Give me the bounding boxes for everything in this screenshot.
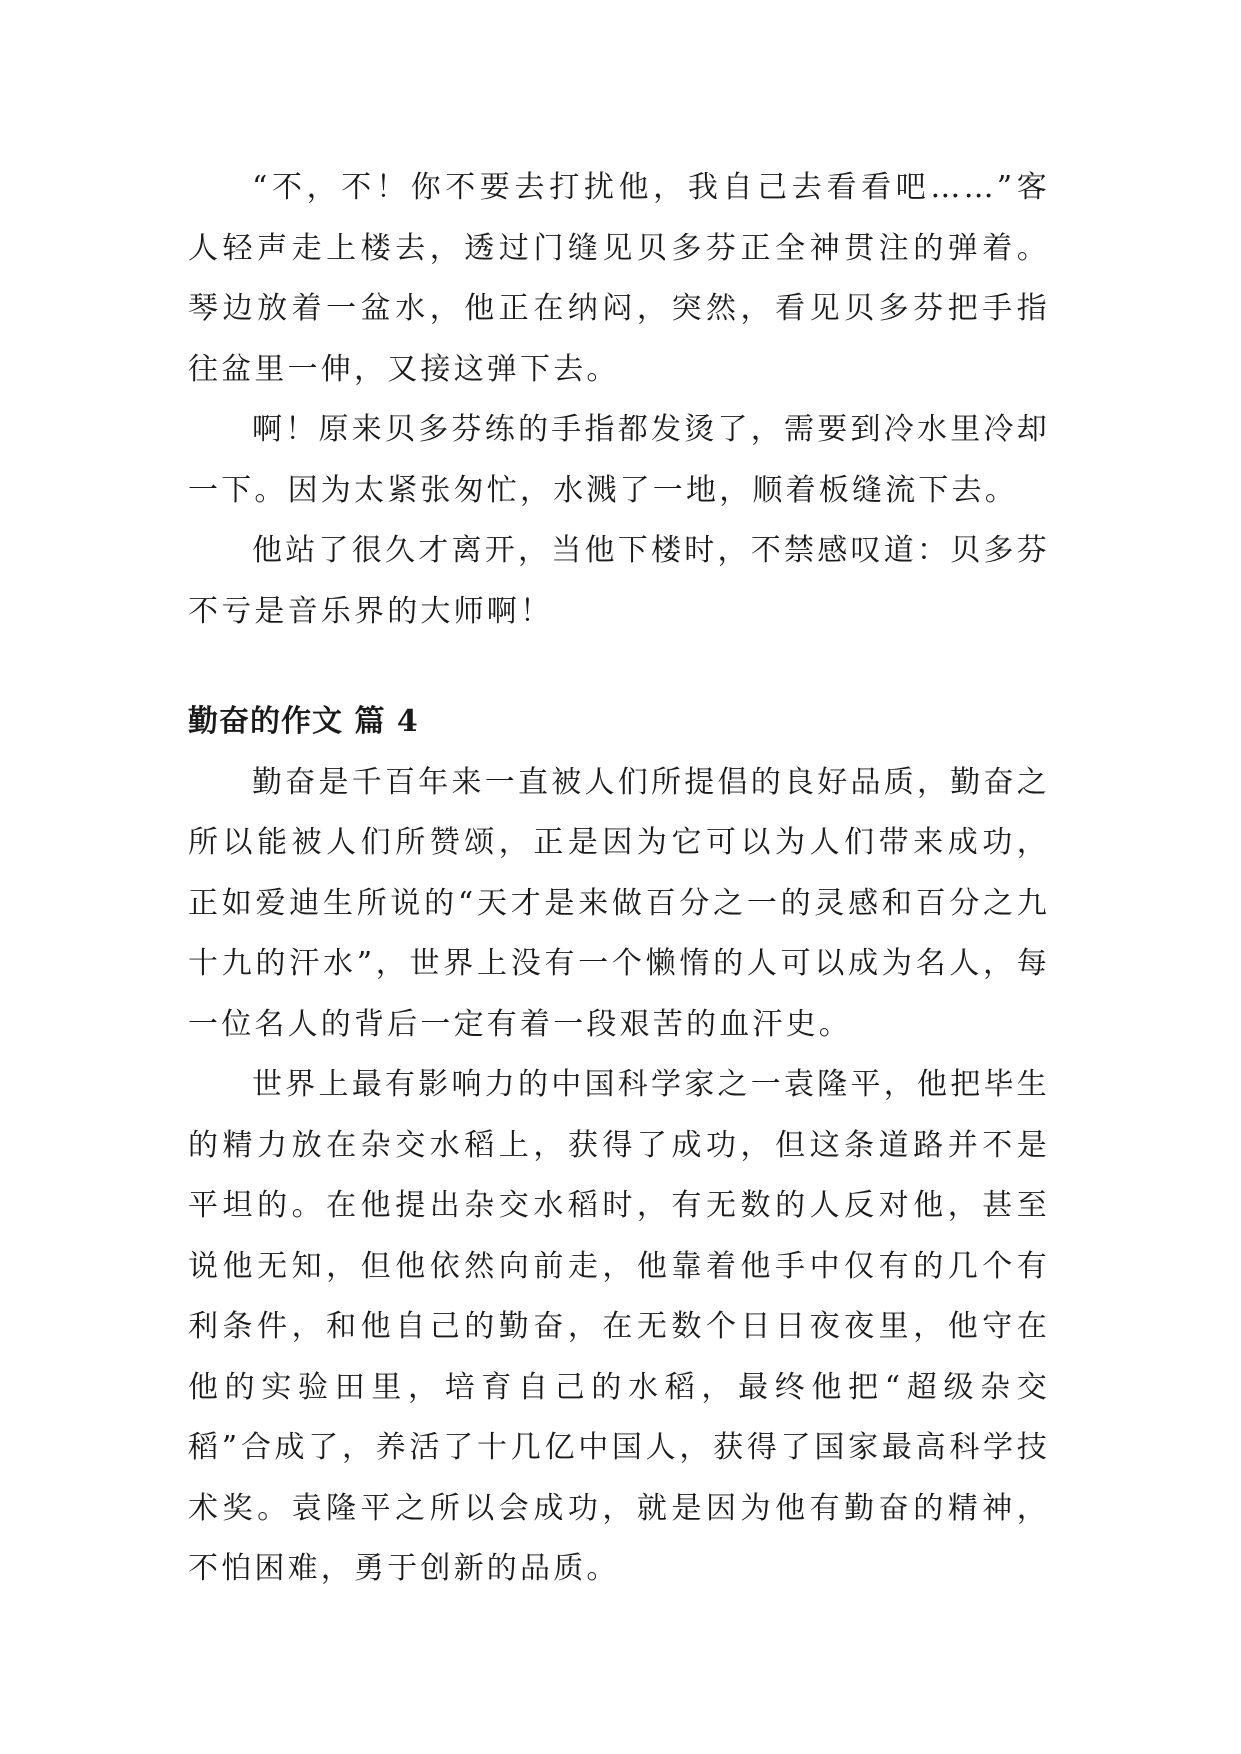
paragraph-yuan-longping: 世界上最有影响力的中国科学家之一袁隆平，他把毕生的精力放在杂交水稻上，获得了成功，但这条道路并不是平坦的。在他提出杂交水稻时，有无数的人反对他，甚至说他无知，但他依然向前走，他靠着他手中仅有的几个有利条件，和他自己的勤奋，在无数个日日夜夜里，他守在他的实验田里，培育自己的水稻，最终他把“超级杂交稻”合成了，养活了十几亿中国人，获得了国家最高科学技术奖。袁隆平之所以会成功，就是因为他有勤奋的精神，不怕困难，勇于创新的品质。: [188, 1067, 1050, 1586]
paragraph-cooling-fingers: 啊！原来贝多芬练的手指都发烫了，需要到冷水里冷却一下。因为太紧张匆忙，水溅了一地，顺着板缝流下去。: [188, 412, 1050, 508]
paragraph-visitor-sighs: 他站了很久才离开，当他下楼时，不禁感叹道：贝多芬不亏是音乐界的大师啊！: [188, 533, 1050, 629]
section-heading: 勤奋的作文 篇 4: [188, 704, 419, 739]
paragraph-visitor-upstairs: “不，不！你不要去打扰他，我自己去看看吧……”客人轻声走上楼去，透过门缝见贝多芬正全神贯注的弹着。琴边放着一盆水，他正在纳闷，突然，看见贝多芬把手指往盆里一伸，又接这弹下去。: [188, 170, 1050, 387]
document-page: [188, 158, 1050, 1600]
paragraph-diligence-intro: 勤奋是千百年来一直被人们所提倡的良好品质，勤奋之所以能被人们所赞颂，正是因为它可以为人们带来成功，正如爱迪生所说的“天才是来做百分之一的灵感和百分之九十九的汗水”，世界上没有一个懒惰的人可以成为名人，每一位名人的背后一定有着一段艰苦的血汗史。: [188, 764, 1050, 1042]
